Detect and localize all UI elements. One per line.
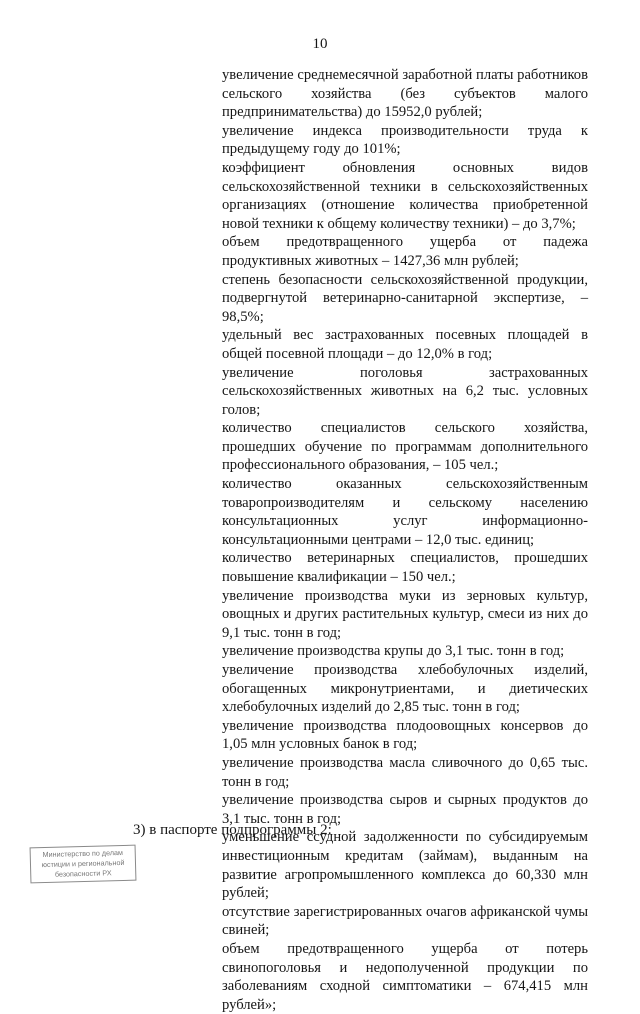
indicator-item: увеличение производства крупы до 3,1 тыс. тонн в год; (222, 643, 565, 660)
indicator-item: количество специалистов сельского хозяйства, прошедших обучение по программам дополнительного профессионального образования, – 105 чел.; (222, 420, 588, 474)
indicator-item: объем предотвращенного ущерба от падежа продуктивных животных – 1427,36 млн рублей; (222, 234, 588, 269)
indicator-item: удельный вес застрахованных посевных площадей в общей посевной площади – до 12,0% в год; (222, 327, 588, 362)
indicator-list (222, 66, 588, 1014)
indicator-item: объем предотвращенного ущерба от потерь свинопоголовья и недополученной продукции по заболеваниям сходной симптоматики – 674,415 млн рублей»; (222, 940, 588, 1013)
page-number: 10 (312, 36, 328, 52)
indicator-item: количество оказанных сельскохозяйственным товаропроизводителям и сельскому населению консультационных услуг информационно-консультационными центрами – 12,0 тыс. единиц; (222, 476, 588, 548)
indicator-item: увеличение производства муки из зерновых культур, овощных и других растительных культур, смеси из них до 9,1 тыс. тонн в год; (222, 587, 588, 641)
indicator-item: увеличение производства хлебобулочных изделий, обогащенных микронутриентами, и диетических хлебобулочных изделий до 2,85 тыс. тонн в год; (222, 662, 588, 716)
indicator-item: отсутствие зарегистрированных очагов африканской чумы свиней; (222, 903, 588, 939)
indicator-item: коэффициент обновления основных видов сельскохозяйственной техники в сельскохозяйственных организациях (отношение количества приобретенной новой техники к общему количеству техники) – до 3,7%; (222, 159, 588, 232)
stamp-line: Министерство по делам (42, 847, 124, 860)
ministry-stamp (30, 845, 137, 884)
stamp-line: безопасности РХ (54, 868, 112, 879)
stamp-line: юстиции и региональной (41, 857, 125, 870)
indicator-item: уменьшение ссудной задолженности по субсидируемым инвестиционным кредитам (займам), выданным на развитие агропромышленного комплекса до 60,330 млн рублей; (222, 829, 588, 902)
indicator-item: количество ветеринарных специалистов, прошедших повышение квалификации – 150 чел.; (222, 550, 588, 586)
indicator-item: увеличение среднемесячной заработной платы работников сельского хозяйства (без субъектов малого предпринимательства) до 15952,0 рублей; (222, 67, 588, 121)
indicator-item: увеличение производства плодоовощных консервов до 1,05 млн условных банок в год; (222, 717, 588, 753)
indicator-item: увеличение производства сыров и сырных продуктов до 3,1 тыс. тонн в год; (222, 792, 588, 827)
indicator-item: увеличение индекса производительности труда к предыдущему году до 101%; (222, 122, 588, 158)
indicator-item: увеличение производства масла сливочного до 0,65 тыс. тонн в год; (222, 754, 588, 790)
subprogram-heading: 3) в паспорте подпрограммы 2: (133, 822, 332, 838)
indicator-item: увеличение поголовья застрахованных сельскохозяйственных животных на 6,2 тыс. условных голов; (222, 364, 588, 418)
indicator-item: степень безопасности сельскохозяйственной продукции, подвергнутой ветеринарно-санитарной экспертизе, – 98,5%; (222, 271, 588, 325)
